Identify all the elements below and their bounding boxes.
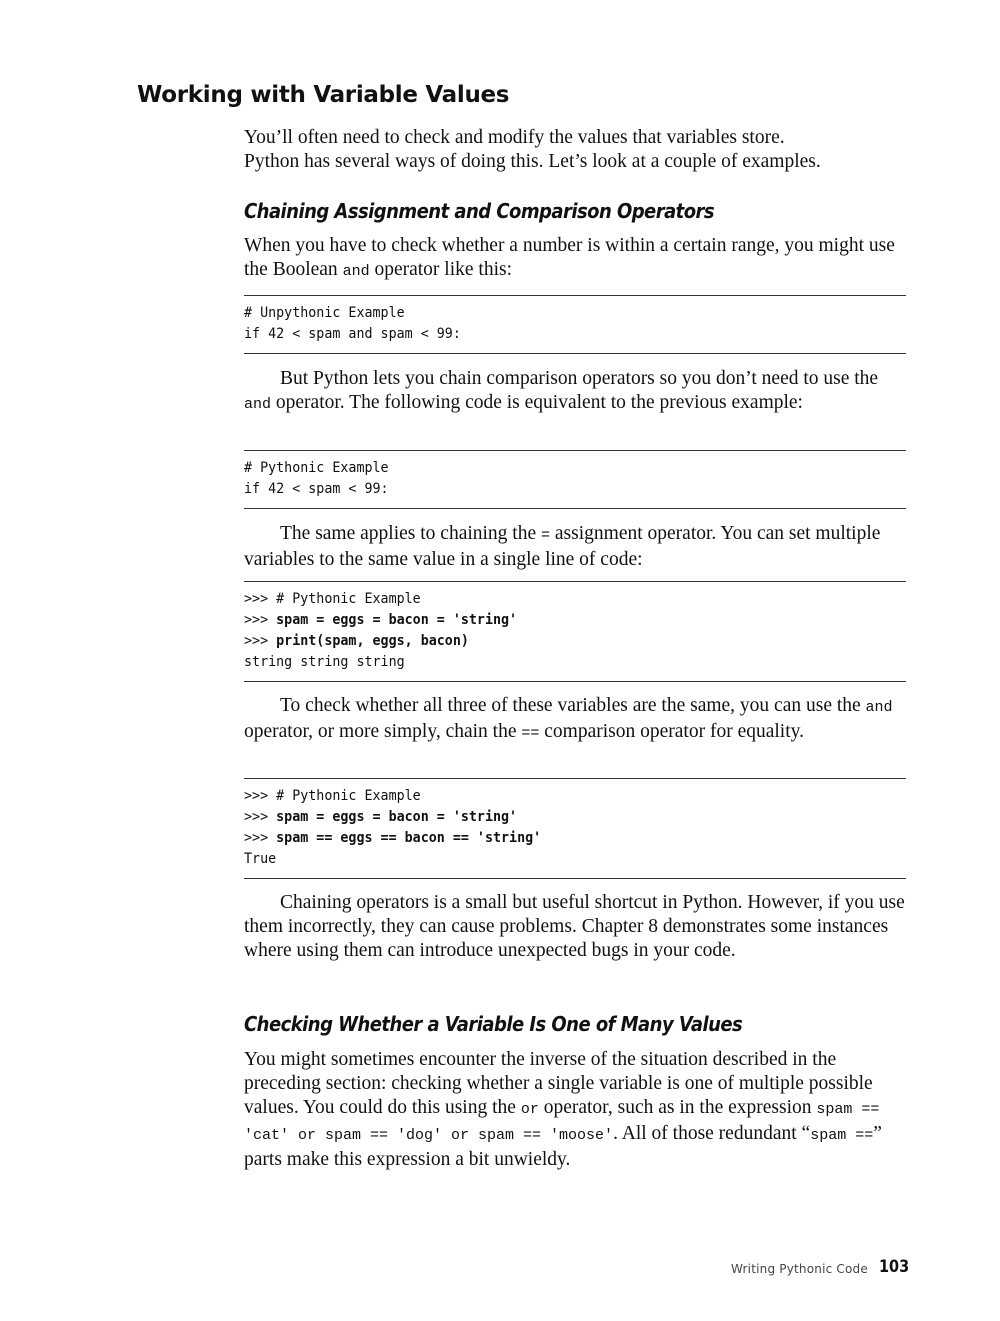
code-line: if 42 < spam < 99: (244, 481, 389, 497)
inline-code: and (865, 699, 893, 716)
intro-line-1: You’ll often need to check and modify the values that variables store. (244, 127, 785, 148)
code-line: # Unpythonic Example (244, 305, 405, 321)
code-output: True (244, 851, 277, 867)
code-line: # Pythonic Example (244, 460, 389, 476)
code-line: >>> spam = eggs = bacon = 'string' (244, 809, 518, 825)
section-1-para-1: When you have to check whether a number is within a certain range, you might use the Boolean and operator like this: (244, 235, 895, 280)
inline-code: spam == 'cat' or spam == 'dog' or spam == 'moose' (244, 1101, 880, 1144)
page-heading: Working with Variable Values (137, 82, 510, 108)
inline-code: and (244, 396, 272, 413)
code-line: >>> # Pythonic Example (244, 788, 421, 804)
inline-code: = (541, 527, 551, 544)
page-number: 103 (879, 1257, 910, 1277)
section-1 (244, 199, 906, 223)
code-block-2 (244, 450, 906, 509)
code-line: >>> print(spam, eggs, bacon) (244, 633, 469, 649)
running-footer-title: Writing Pythonic Code (731, 1262, 868, 1276)
code-line: if 42 < spam and spam < 99: (244, 326, 461, 342)
code-block-1 (244, 295, 906, 354)
section-1-title: Chaining Assignment and Comparison Operators (244, 199, 715, 223)
code-block-3 (244, 581, 906, 682)
inline-code: and (342, 263, 370, 280)
section-1-para-2: But Python lets you chain comparison operators so you don’t need to use the and operator. The following code is equivalent to the previous example: (244, 368, 879, 413)
section-2-title: Checking Whether a Variable Is One of Many Values (244, 1012, 743, 1036)
code-line: >>> spam == eggs == bacon == 'string' (244, 830, 542, 846)
section-1-para-4: To check whether all three of these variables are the same, you can use the and operator, or more simply, chain the == comparison operator for equality. (244, 695, 893, 742)
inline-code: or (520, 1101, 539, 1118)
section-1-para-3: The same applies to chaining the = assignment operator. You can set multiple variables to the same value in a single line of code: (244, 523, 881, 570)
intro-paragraph (244, 126, 906, 174)
code-output: string string string (244, 654, 405, 670)
code-line: >>> # Pythonic Example (244, 591, 421, 607)
inline-code: spam == (810, 1127, 874, 1144)
intro-line-2: Python has several ways of doing this. Let’s look at a couple of examples. (244, 151, 821, 172)
section-1-para-5: Chaining operators is a small but useful shortcut in Python. However, if you use them incorrectly, they can cause problems. Chapter 8 demonstrates some instances where using them can introduce unexpected bugs in your code. (244, 892, 905, 961)
section-2 (244, 1012, 906, 1036)
code-block-4 (244, 778, 906, 879)
code-line: >>> spam = eggs = bacon = 'string' (244, 612, 518, 628)
inline-code: == (521, 725, 540, 742)
section-2-para: You might sometimes encounter the inverse of the situation described in the preceding section: checking whether a single variable is one of multiple possible values. You could do this using the or operator, such as in the expression spam == 'cat' or spam == 'dog' or spam == 'moose'. All of those redundant “spam ==” parts make this expression a bit unwieldy. (244, 1049, 882, 1170)
